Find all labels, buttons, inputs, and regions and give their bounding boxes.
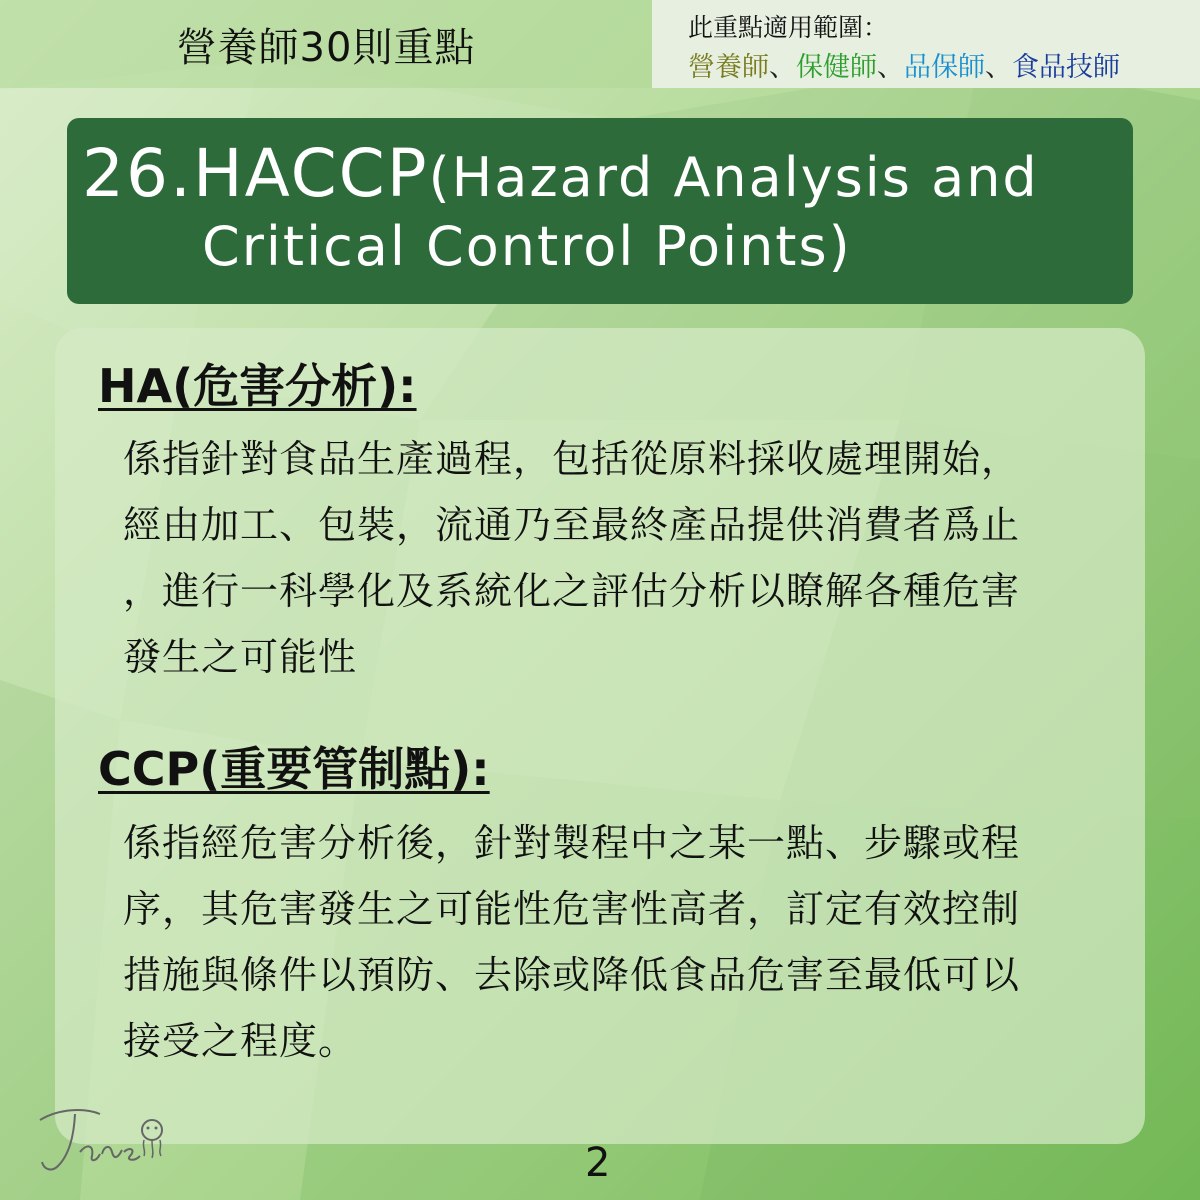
section-ha-line-4: 發生之可能性 (123, 635, 358, 679)
section-ccp-line-4: 接受之程度。 (123, 1019, 358, 1063)
section-heading-ccp: CCP(重要管制點): (98, 742, 490, 796)
scope-separator: 、 (985, 52, 1012, 83)
page-number: 2 (585, 1140, 611, 1186)
section-ha-line-1: 係指針對食品生產過程，包括從原料採收處理開始， (123, 437, 1021, 481)
scope-item-food-technologist: 食品技師 (1012, 52, 1120, 83)
section-ha-line-2: 經由加工、包裝，流通乃至最終產品提供消費者爲止 (123, 503, 1021, 547)
scope-separator: 、 (877, 52, 904, 83)
section-ccp-line-2: 序，其危害發生之可能性危害性高者，訂定有效控制 (123, 887, 1021, 931)
scope-item-health-specialist: 保健師 (796, 52, 877, 83)
scope-item-dietitian: 營養師 (688, 52, 769, 83)
section-heading-ha: HA(危害分析): (98, 359, 417, 413)
title-line-1 (82, 135, 1039, 212)
scope-list (688, 45, 1120, 84)
section-ccp-line-3: 措施與條件以預防、去除或降低食品危害至最低可以 (123, 953, 1021, 997)
section-ha-line-3: ，進行一科學化及系統化之評估分析以瞭解各種危害 (123, 569, 1021, 613)
signature-logo (30, 1100, 170, 1180)
section-ccp-line-1: 係指經危害分析後，針對製程中之某一點、步驟或程 (123, 821, 1021, 865)
title-line-2: Critical Control Points) (202, 215, 852, 278)
scope-separator: 、 (769, 52, 796, 83)
header-title: 營養師30則重點 (176, 24, 476, 71)
scope-item-quality-assurance: 品保師 (904, 52, 985, 83)
title-line-1-rest: (Hazard Analysis and (428, 146, 1039, 209)
title-number-prefix: 26.HACCP (82, 135, 429, 212)
scope-label: 此重點適用範圍： (688, 13, 889, 42)
